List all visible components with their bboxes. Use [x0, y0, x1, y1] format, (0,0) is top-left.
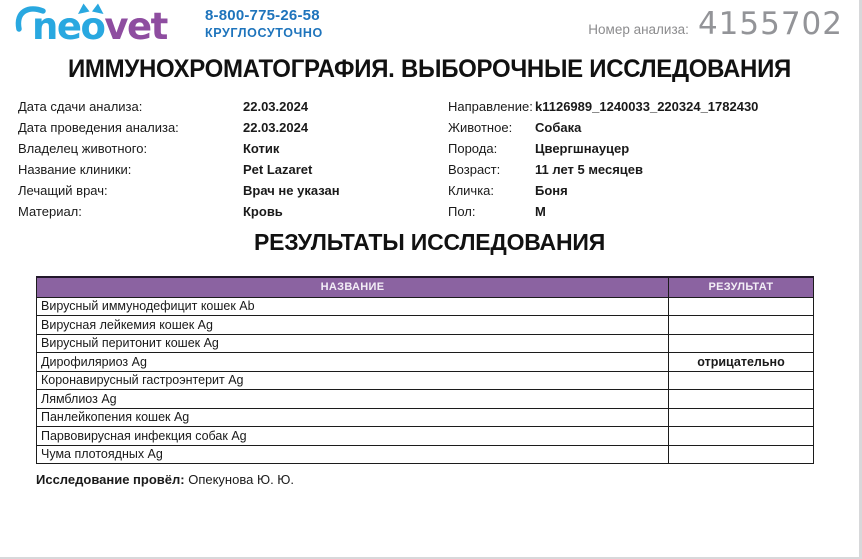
- column-header-result: РЕЗУЛЬТАТ: [669, 277, 814, 297]
- test-result-cell: [669, 371, 814, 390]
- svg-text:neovet: neovet: [32, 5, 167, 46]
- table-row: [37, 297, 814, 316]
- test-name-cell: Вирусный перитонит кошек Ag: [37, 334, 669, 353]
- table-header-row: [37, 277, 814, 297]
- document-title: ИММУНОХРОМАТОГРАФИЯ. ВЫБОРОЧНЫЕ ИССЛЕДОВАНИЯ: [67, 55, 792, 83]
- meta-row: [18, 159, 433, 180]
- analysis-number-block: [588, 6, 843, 42]
- phone-availability: КРУГЛОСУТОЧНО: [205, 25, 323, 40]
- meta-value: М: [535, 204, 546, 219]
- table-row: [37, 334, 814, 353]
- meta-label: Материал:: [18, 204, 82, 219]
- test-name-cell: Парвовирусная инфекция собак Ag: [37, 427, 669, 446]
- meta-row: [18, 96, 433, 117]
- table-row: [37, 316, 814, 335]
- test-result-cell: отрицательно: [669, 353, 814, 372]
- meta-row: [18, 138, 433, 159]
- meta-label: Владелец животного:: [18, 141, 148, 156]
- meta-label: Пол:: [448, 204, 476, 219]
- table-row: [37, 408, 814, 427]
- test-result-cell: [669, 390, 814, 409]
- test-result-cell: [669, 334, 814, 353]
- meta-label: Возраст:: [448, 162, 501, 177]
- meta-label: Дата проведения анализа:: [18, 120, 179, 135]
- test-name-cell: Вирусная лейкемия кошек Ag: [37, 316, 669, 335]
- meta-value: Котик: [243, 141, 280, 156]
- results-table: [36, 276, 814, 464]
- meta-value: 11 лет 5 месяцев: [535, 162, 644, 177]
- phone-number: 8-800-775-26-58: [205, 7, 320, 24]
- meta-value: 22.03.2024: [243, 120, 309, 135]
- meta-value: Кровь: [243, 204, 283, 219]
- table-row: [37, 427, 814, 446]
- meta-row: [448, 180, 848, 201]
- meta-label: Кличка:: [448, 183, 495, 198]
- test-name-cell: Лямблиоз Ag: [37, 390, 669, 409]
- phone-block: [205, 7, 323, 41]
- meta-value: Боня: [535, 183, 568, 198]
- table-row: [37, 445, 814, 464]
- meta-label: Направление:: [448, 99, 533, 114]
- neovet-logo-icon: [12, 2, 194, 46]
- performed-by-line: [36, 472, 294, 487]
- meta-row: [18, 201, 433, 222]
- meta-label: Порода:: [448, 141, 498, 156]
- meta-row: [18, 180, 433, 201]
- table-row: [37, 390, 814, 409]
- test-name-cell: Дирофиляриоз Ag: [37, 353, 669, 372]
- performed-by-label: Исследование провёл:: [36, 472, 185, 487]
- meta-value: Врач не указан: [243, 183, 340, 198]
- meta-row: [448, 96, 848, 117]
- test-result-cell: [669, 297, 814, 316]
- neovet-logo: [12, 2, 194, 51]
- table-row: [37, 353, 814, 372]
- test-result-cell: [669, 445, 814, 464]
- logo-text-vet: vet: [104, 5, 167, 46]
- results-section-title: РЕЗУЛЬТАТЫ ИССЛЕДОВАНИЯ: [253, 229, 606, 255]
- meta-value: Цвергшнауцер: [535, 141, 630, 156]
- test-result-cell: [669, 408, 814, 427]
- test-name-cell: Коронавирусный гастроэнтерит Ag: [37, 371, 669, 390]
- meta-column-left: [18, 96, 433, 222]
- test-name-cell: Вирусный иммунодефицит кошек Ab: [37, 297, 669, 316]
- meta-label: Дата сдачи анализа:: [18, 99, 143, 114]
- meta-row: [448, 201, 848, 222]
- meta-value: Pet Lazaret: [243, 162, 313, 177]
- logo-text-neo: ne: [32, 5, 81, 46]
- meta-column-right: [448, 96, 848, 222]
- meta-value: Собака: [535, 120, 582, 135]
- analysis-number-value: 4155702: [697, 6, 843, 42]
- meta-label: Лечащий врач:: [18, 183, 108, 198]
- meta-row: [448, 159, 848, 180]
- test-result-cell: [669, 427, 814, 446]
- meta-row: [448, 117, 848, 138]
- meta-value: k1126989_1240033_220324_1782430: [535, 99, 759, 114]
- meta-row: [448, 138, 848, 159]
- column-header-name: НАЗВАНИЕ: [37, 277, 669, 297]
- performed-by-value: Опекунова Ю. Ю.: [188, 472, 295, 487]
- meta-label: Название клиники:: [18, 162, 132, 177]
- test-name-cell: Панлейкопения кошек Ag: [37, 408, 669, 427]
- meta-value: 22.03.2024: [243, 99, 309, 114]
- meta-label: Животное:: [448, 120, 513, 135]
- test-name-cell: Чума плотоядных Ag: [37, 445, 669, 464]
- test-result-cell: [669, 316, 814, 335]
- meta-row: [18, 117, 433, 138]
- analysis-number-label: Номер анализа:: [588, 22, 689, 37]
- table-row: [37, 371, 814, 390]
